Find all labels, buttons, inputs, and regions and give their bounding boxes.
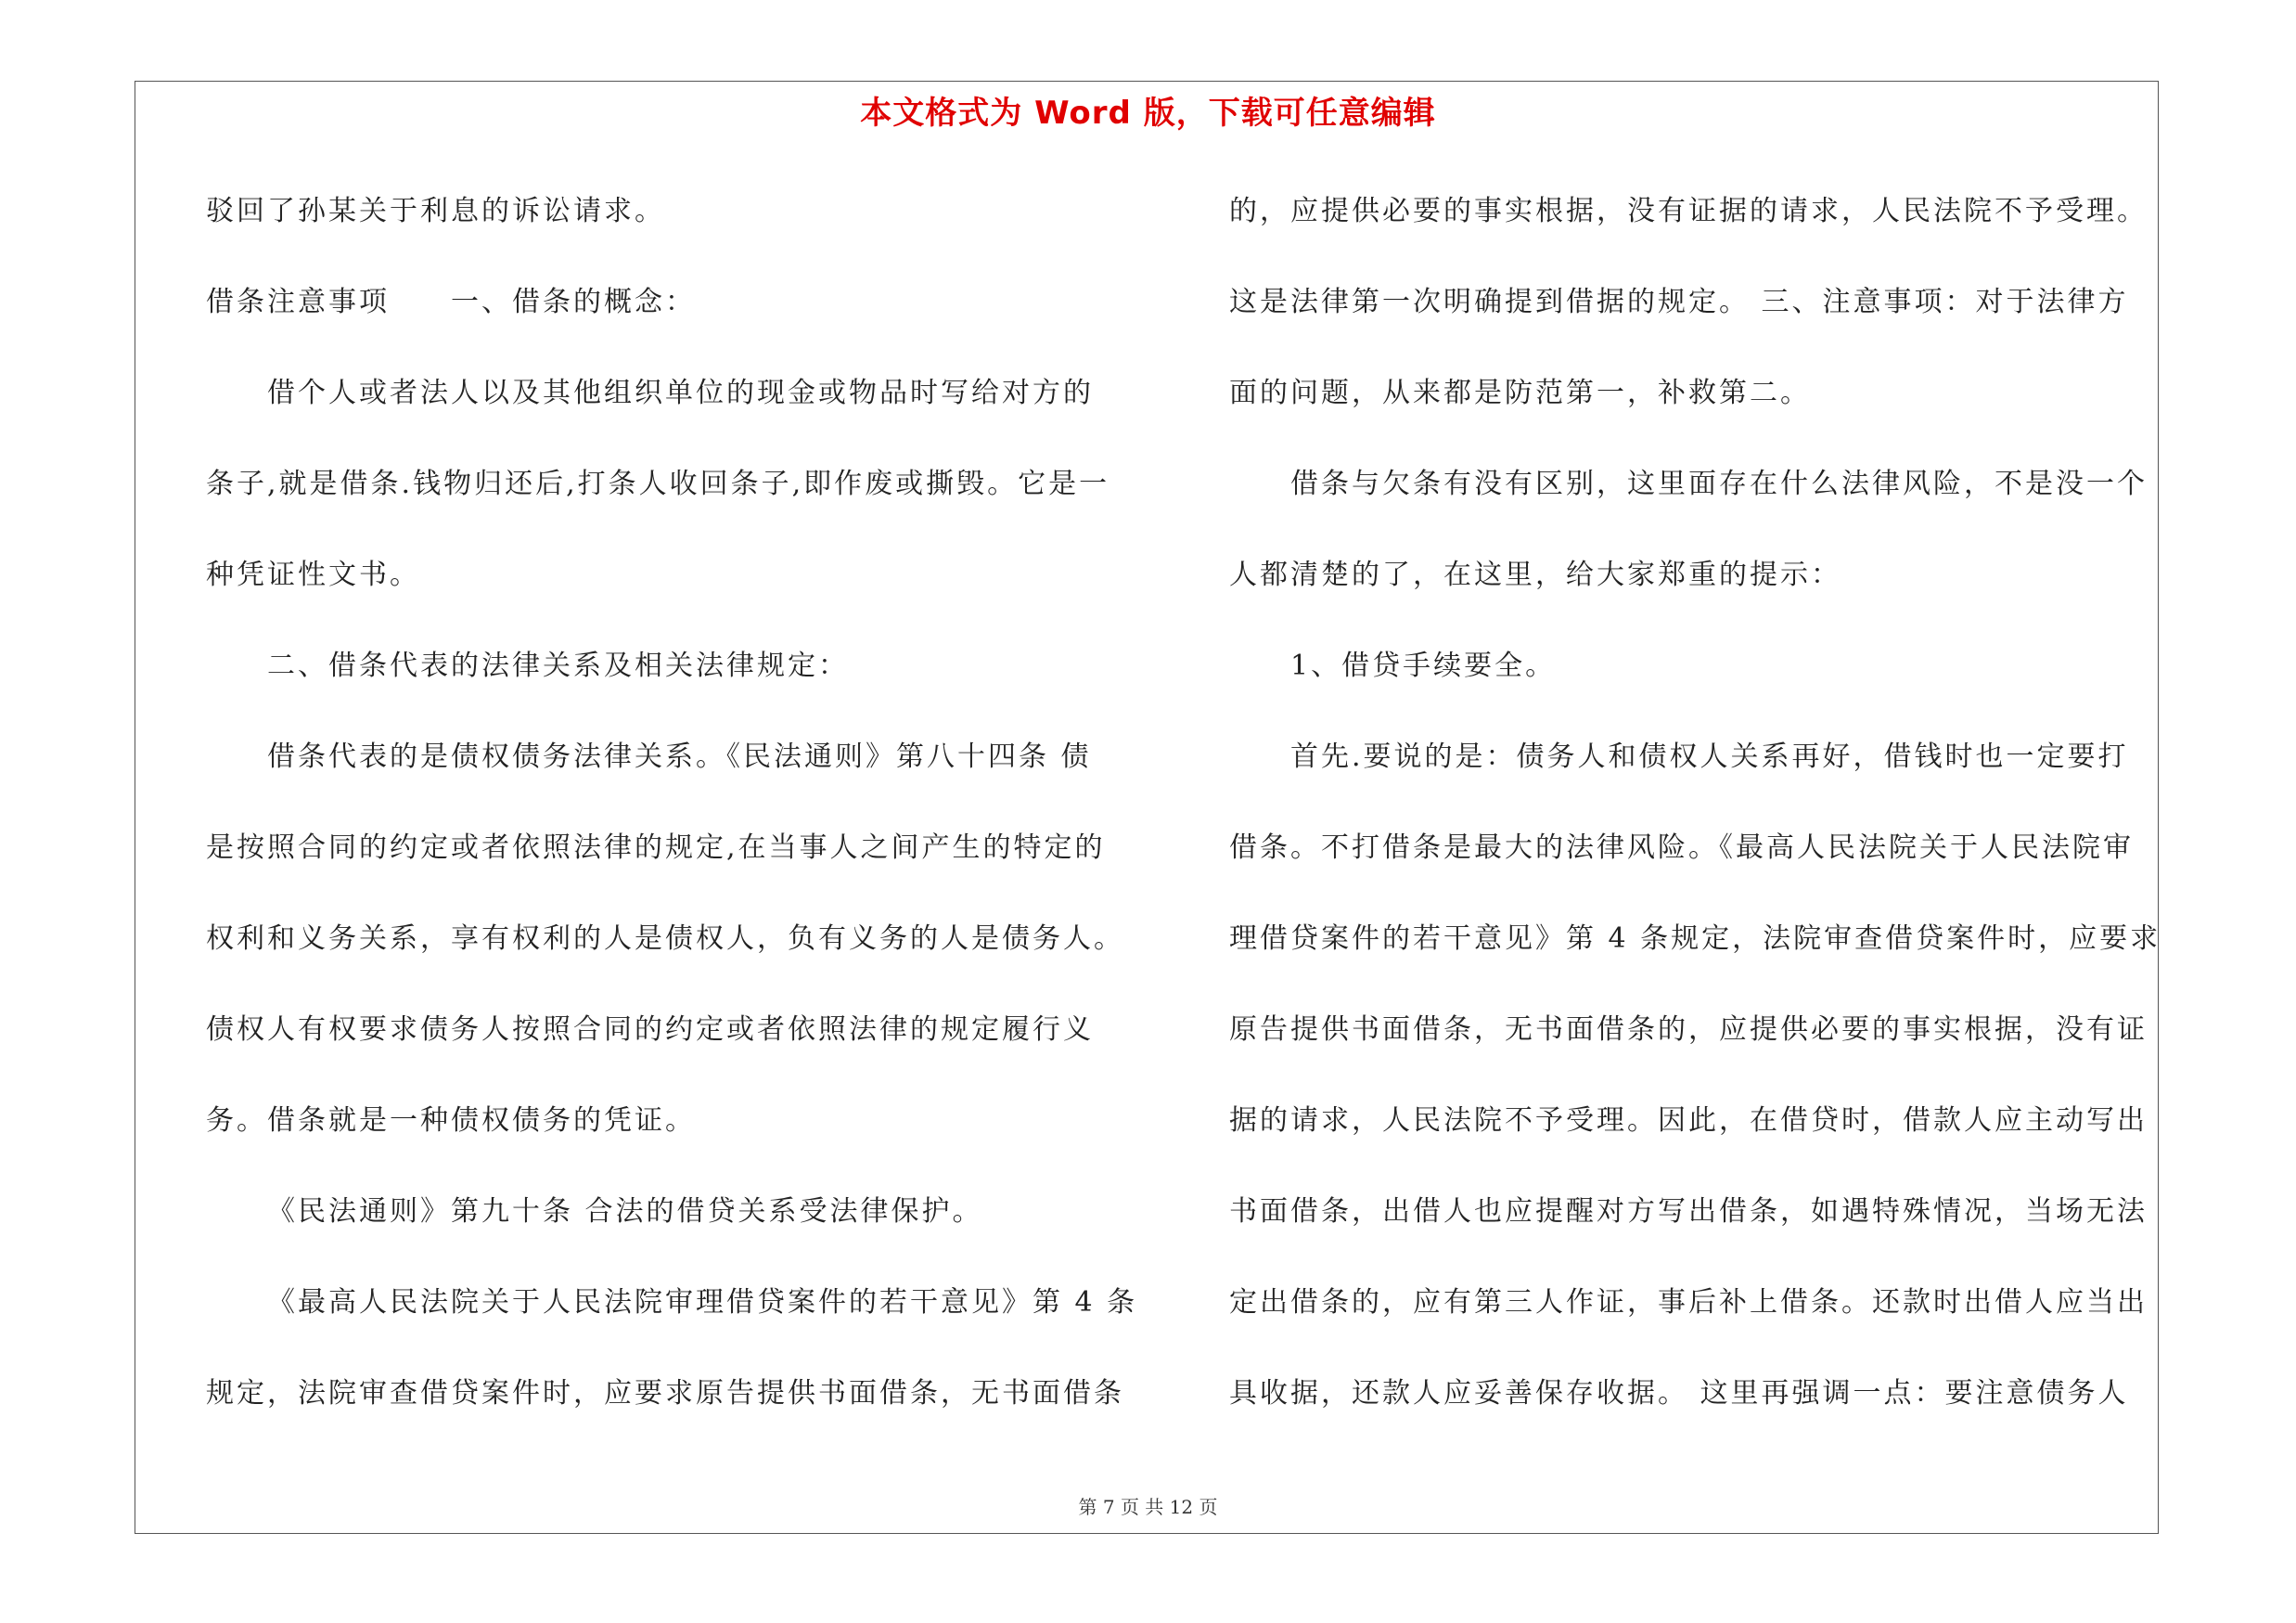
paragraph-line: 借个人或者法人以及其他组织单位的现金或物品时写给对方的 (267, 377, 1094, 409)
paragraph-line: 1、借贷手续要全。 (1290, 650, 1557, 682)
paragraph-line: 《最高人民法院关于人民法院审理借贷案件的若干意见》第 4 条 (267, 1286, 1138, 1319)
paragraph-line: 务。借条就是一种债权债务的凭证。 (206, 1104, 696, 1137)
page-number: 第 7 页 共 12 页 (1078, 1496, 1218, 1518)
paragraph-line: 这是法律第一次明确提到借据的规定。 三、注意事项：对于法律方 (1229, 286, 2129, 318)
paragraph-line: 条子,就是借条.钱物归还后,打条人收回条子,即作废或撕毁。它是一 (206, 468, 1110, 500)
right-text-column (1229, 186, 2166, 1459)
paragraph-line: 首先.要说的是：债务人和债权人关系再好，借钱时也一定要打 (1290, 741, 2129, 773)
paragraph-line: 借条代表的是债权债务法律关系。《民法通则》第八十四条 债 (267, 741, 1092, 773)
paragraph-line: 二、借条代表的法律关系及相关法律规定： (267, 650, 849, 682)
paragraph-line: 定出借条的，应有第三人作证，事后补上借条。还款时出借人应当出 (1229, 1286, 2148, 1319)
paragraph-line: 种凭证性文书。 (206, 559, 420, 591)
left-text-column (206, 186, 1152, 1459)
paragraph-line: 《民法通则》第九十条 合法的借贷关系受法律保护。 (267, 1195, 983, 1228)
paragraph-line: 书面借条，出借人也应提醒对方写出借条，如遇特殊情况，当场无法 (1229, 1195, 2148, 1228)
paragraph-line: 理借贷案件的若干意见》第 4 条规定，法院审查借贷案件时，应要求 (1229, 922, 2161, 955)
paragraph-line: 借条与欠条有没有区别，这里面存在什么法律风险，不是没一个 (1290, 468, 2148, 500)
paragraph-line: 借条注意事项 一、借条的概念： (206, 286, 696, 318)
paragraph-line: 原告提供书面借条，无书面借条的，应提供必要的事实根据，没有证 (1229, 1013, 2148, 1046)
paragraph-line: 权利和义务关系，享有权利的人是债权人，负有义务的人是债务人。 (206, 922, 1124, 955)
paragraph-line: 面的问题，从来都是防范第一，补救第二。 (1229, 377, 1811, 409)
paragraph-line: 具收据，还款人应妥善保存收据。 这里再强调一点：要注意债务人 (1229, 1377, 2129, 1410)
paragraph-line: 是按照合同的约定或者依照法律的规定,在当事人之间产生的特定的 (206, 831, 1106, 864)
format-notice-banner: 本文格式为 Word 版，下载可任意编辑 (860, 95, 1436, 132)
paragraph-line: 据的请求，人民法院不予受理。因此，在借贷时，借款人应主动写出 (1229, 1104, 2148, 1137)
paragraph-line: 的，应提供必要的事实根据，没有证据的请求，人民法院不予受理。 (1229, 195, 2148, 227)
paragraph-line: 规定，法院审查借贷案件时，应要求原告提供书面借条，无书面借条 (206, 1377, 1124, 1410)
paragraph-line: 人都清楚的了，在这里，给大家郑重的提示： (1229, 559, 1841, 591)
paragraph-line: 债权人有权要求债务人按照合同的约定或者依照法律的规定履行义 (206, 1013, 1094, 1046)
paragraph-line: 借条。不打借条是最大的法律风险。《最高人民法院关于人民法院审 (1229, 831, 2134, 864)
paragraph-line: 驳回了孙某关于利息的诉讼请求。 (206, 195, 665, 227)
